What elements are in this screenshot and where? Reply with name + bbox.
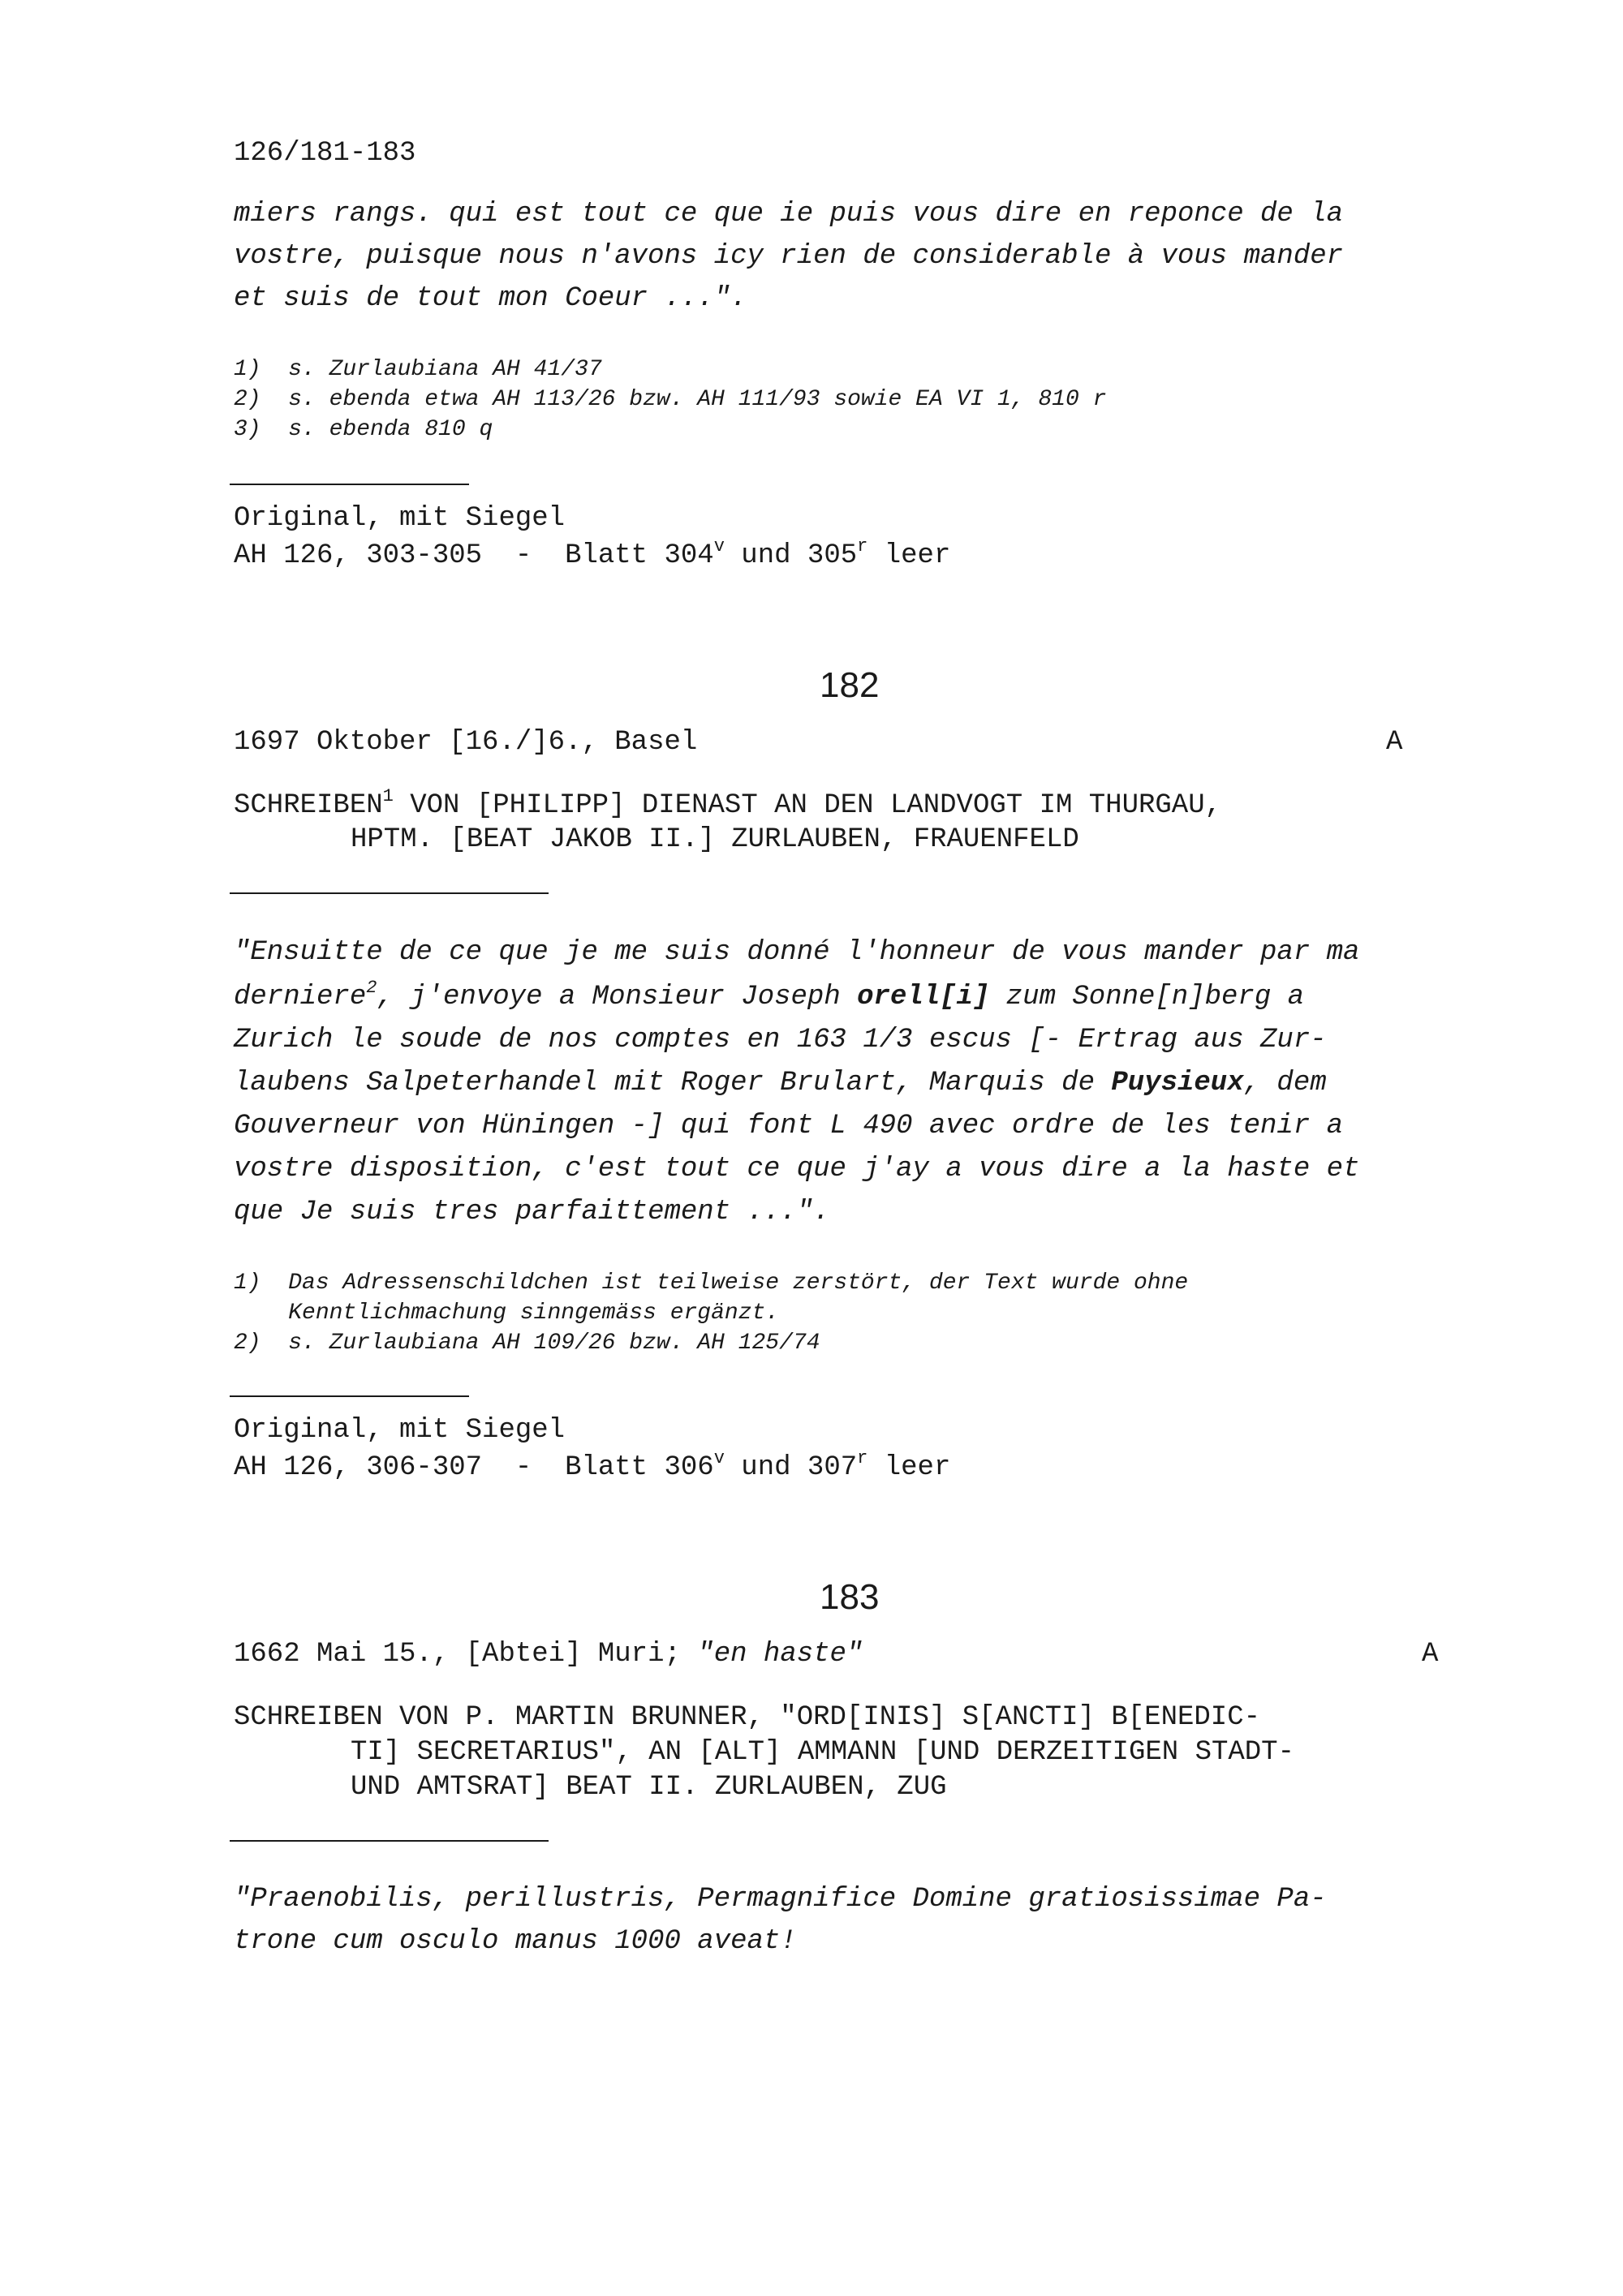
separator-rule	[230, 1840, 549, 1842]
entry-text: laubens Salpeterhandel mit Roger Brulart, Marquis de Puysieux, dem	[234, 1068, 1327, 1099]
source-note: Original, mit Siegel	[234, 503, 566, 534]
entry-text: "Praenobilis, perillustris, Permagnifice Domine gratiosissimae Pa-	[234, 1884, 1327, 1915]
entry-text: que Je suis tres parfaittement ...".	[234, 1197, 830, 1228]
entry-text: "Ensuitte de ce que je me suis donné l'honneur de vous mander par ma	[234, 937, 1360, 968]
entry-text: derniere$^2$, j'envoye a Monsieur Joseph orell[i] zum Sonne[n]berg a	[234, 977, 1305, 1013]
entry-title: SCHREIBEN VON P. MARTIN BRUNNER, "ORD[INIS] S[ANCTI] B[ENEDIC-	[234, 1702, 1261, 1733]
source-note: Original, mit Siegel	[234, 1415, 566, 1446]
entry-title: SCHREIBEN$^1$ VON [PHILIPP] DIENAST AN DEN LANDVOGT IM THURGAU,	[234, 785, 1222, 821]
footnote: 1) Das Adressenschildchen ist teilweise zerstört, der Text wurde ohne	[234, 1271, 1189, 1296]
continuation-line: miers rangs. qui est tout ce que ie puis vous dire en reponce de la	[234, 199, 1344, 230]
page-reference: 126/181-183	[234, 138, 416, 169]
footnote: 1) s. Zurlaubiana AH 41/37	[234, 357, 602, 382]
entry-number: 183	[820, 1577, 880, 1617]
entry-text: trone cum osculo manus 1000 aveat!	[234, 1926, 797, 1957]
entry-category: A	[1386, 727, 1403, 758]
entry-text: vostre disposition, c'est tout ce que j'ay a vous dire a la haste et	[234, 1154, 1360, 1185]
source-reference: AH 126, 303-305 - Blatt 304$^v$ und 305$^r$ leer	[234, 535, 951, 571]
entry-date-place: 1697 Oktober [16./]6., Basel	[234, 727, 698, 758]
separator-rule	[230, 484, 469, 485]
separator-rule	[230, 1395, 469, 1397]
entry-text: Gouverneur von Hüningen -] qui font L 490 avec ordre de les tenir a	[234, 1111, 1344, 1142]
entry-number: 182	[820, 665, 880, 705]
footnote: Kenntlichmachung sinngemäss ergänzt.	[234, 1301, 780, 1326]
footnote: 2) s. Zurlaubiana AH 109/26 bzw. AH 125/74	[234, 1331, 820, 1356]
source-reference: AH 126, 306-307 - Blatt 306$^v$ und 307$^r$ leer	[234, 1447, 951, 1483]
continuation-line: et suis de tout mon Coeur ...".	[234, 283, 747, 314]
footnote: 2) s. ebenda etwa AH 113/26 bzw. AH 111/93 sowie EA VI 1, 810 r	[234, 387, 1107, 412]
entry-title: HPTM. [BEAT JAKOB II.] ZURLAUBEN, FRAUENFELD	[351, 824, 1079, 855]
entry-date-place: 1662 Mai 15., [Abtei] Muri; "en haste"	[234, 1639, 863, 1670]
entry-title: TI] SECRETARIUS", AN [ALT] AMMANN [UND DERZEITIGEN STADT-	[351, 1737, 1294, 1768]
continuation-line: vostre, puisque nous n'avons icy rien de considerable à vous mander	[234, 241, 1344, 272]
entry-title: UND AMTSRAT] BEAT II. ZURLAUBEN, ZUG	[351, 1772, 947, 1803]
footnote: 3) s. ebenda 810 q	[234, 417, 493, 442]
separator-rule	[230, 892, 549, 894]
entry-category: A	[1422, 1639, 1439, 1670]
entry-text: Zurich le soude de nos comptes en 163 1/3 escus [- Ertrag aus Zur-	[234, 1025, 1327, 1056]
